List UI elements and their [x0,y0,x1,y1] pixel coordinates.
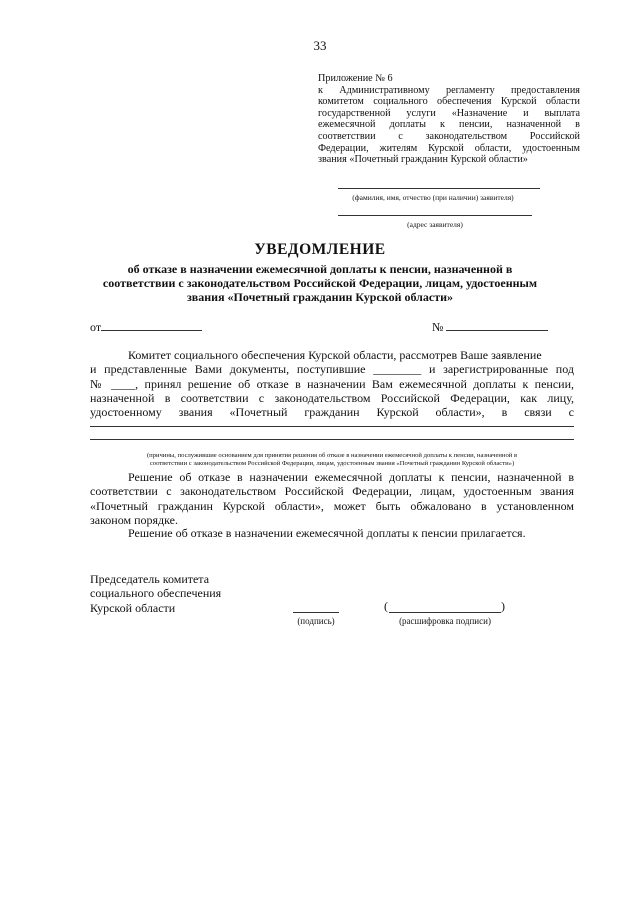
body-line: Решение об отказе в назначении ежемесячной доплаты к пенсии, назначенной в [128,470,574,484]
number-blank [446,319,548,331]
body-line: и представленные Вами документы, поступившие ________ и зарегистрированные под [90,362,574,377]
subtitle-line: соответствии с законодательством Российской Федерации, лицам, удостоенным [102,276,538,290]
document-subtitle [95,262,545,304]
decode-line [389,612,501,613]
annex-line: комитетом социального обеспечения Курской области [318,96,580,108]
date-blank [101,319,202,331]
reasons-line [90,439,574,440]
paragraph-2 [90,470,574,527]
body-line: соответствии с законодательством Российской Федерации, лицам, удостоенным звания [90,484,574,499]
reasons-line [90,426,574,427]
reasons-caption [90,452,574,468]
signature-caption: (подпись) [297,616,335,626]
applicant-address-line [338,215,532,216]
signature-line [293,612,339,613]
reasons-caption-line: (причины, послужившие основанием для принятия решения об отказе в назначении ежемесячной доплаты к пенсии, назначенной в [146,452,518,459]
body-line: удостоенному звания «Почетный гражданин Курской области», в связи с [90,405,574,420]
close-paren: ) [501,599,505,613]
applicant-address-caption: (адрес заявителя) [407,220,463,229]
subtitle-line: об отказе в назначении ежемесячной доплаты к пенсии, назначенной в [127,262,513,276]
from-label: от [90,320,102,334]
annex-line: к Административному регламенту предоставления [318,84,580,96]
body-line: Комитет социального обеспечения Курской области, рассмотрев Ваше заявление [128,348,542,362]
applicant-name-line [338,188,540,189]
reasons-caption-line: соответствии с законодательством Российской Федерации, лицам, удостоенным звания «Почетный гражданин Курской области») [149,460,515,467]
number-field [432,319,548,335]
applicant-name-caption: (фамилия, имя, отчество (при наличии) заявителя) [352,193,514,202]
document-title: УВЕДОМЛЕНИЕ [254,241,386,258]
signatory-position [90,572,221,615]
annex-line: государственной услуги «Назначение и выплата [318,107,580,119]
body-line: Решение об отказе в назначении ежемесячной доплаты к пенсии прилагается. [128,526,526,540]
annex-line: звания «Почетный гражданин Курской области» [318,154,528,166]
decode-caption: (расшифровка подписи) [399,616,491,626]
paragraph-3 [90,526,574,540]
page-number: 33 [313,38,327,53]
annex-header [318,73,580,166]
open-paren: ( [384,599,388,613]
position-line: Курской области [90,600,176,615]
subtitle-line: звания «Почетный гражданин Курской области» [186,290,454,304]
number-label: № [432,320,444,334]
paragraph-1 [90,348,574,419]
annex-line: Приложение № 6 [318,73,393,84]
body-line: № ____, принял решение об отказе в назначении Вам ежемесячной доплаты к пенсии, [90,376,574,391]
body-line: «Почетный гражданин Курской области», может быть обжаловано в установленном [90,498,574,513]
position-line: социального обеспечения [90,586,222,601]
annex-line: ежемесячной доплаты к пенсии, назначенной в [318,119,580,131]
body-line: законом порядке. [90,512,178,527]
body-line: назначенной в соответствии с законодательством Российской Федерации, как лицу, [90,390,574,405]
date-field [90,319,202,335]
annex-line: Федерации, жителям Курской области, удостоенным [318,142,580,154]
annex-line: соответствии с законодательством Российской [318,130,580,142]
position-line: Председатель комитета [90,572,210,586]
